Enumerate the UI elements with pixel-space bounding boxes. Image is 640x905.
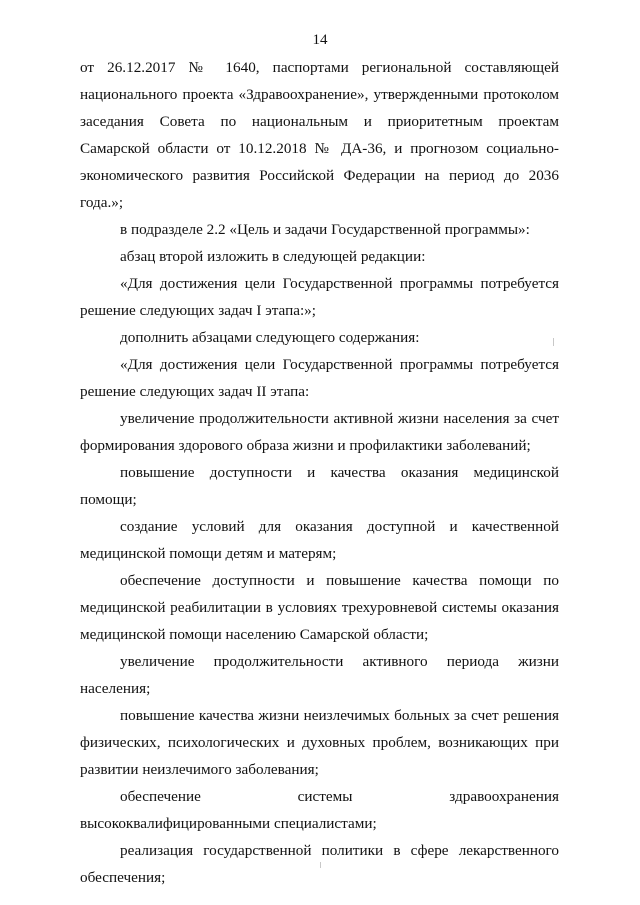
paragraph-6: «Для достижения цели Государственной программы потребуется решение следующих задач II этапа: [80,356,559,400]
paragraph-1: от 26.12.2017 № 1640, паспортами региональной составляющей национального проекта «Здравоохранение», утвержденными протоколом заседания Совета по национальным и приоритетным проектам Самарской области от 10.12.2018 № ДА-36, и прогнозом социально-экономического развития Российской Федерации на период до 2036 года.»; [80,59,559,211]
paragraph-13: обеспечение системы здравоохранения высококвалифицированными специалистами; [80,788,559,832]
document-body [80,54,559,891]
paragraph-14: реализация государственной политики в сфере лекарственного обеспечения; [80,842,559,886]
paragraph-7: увеличение продолжительности активной жизни населения за счет формирования здорового образа жизни и профилактики заболеваний; [80,410,559,454]
paragraph-10: обеспечение доступности и повышение качества помощи по медицинской реабилитации в условиях трехуровневой системы оказания медицинской помощи населению Самарской области; [80,572,559,643]
paragraph-4: «Для достижения цели Государственной программы потребуется решение следующих задач I этапа:»; [80,275,559,319]
paragraph-8: повышение доступности и качества оказания медицинской помощи; [80,464,559,508]
paragraph-5: дополнить абзацами следующего содержания: [120,329,420,346]
paragraph-11: увеличение продолжительности активного периода жизни населения; [80,653,559,697]
paragraph-9: создание условий для оказания доступной и качественной медицинской помощи детям и матерям; [80,518,559,562]
page-number: 14 [312,32,328,48]
scan-mark [553,338,554,346]
scan-mark [320,862,321,868]
paragraph-2: в подразделе 2.2 «Цель и задачи Государственной программы»: [120,221,530,238]
paragraph-3: абзац второй изложить в следующей редакции: [120,248,426,265]
paragraph-12: повышение качества жизни неизлечимых больных за счет решения физических, психологических и духовных проблем, возникающих при развитии неизлечимого заболевания; [80,707,559,778]
